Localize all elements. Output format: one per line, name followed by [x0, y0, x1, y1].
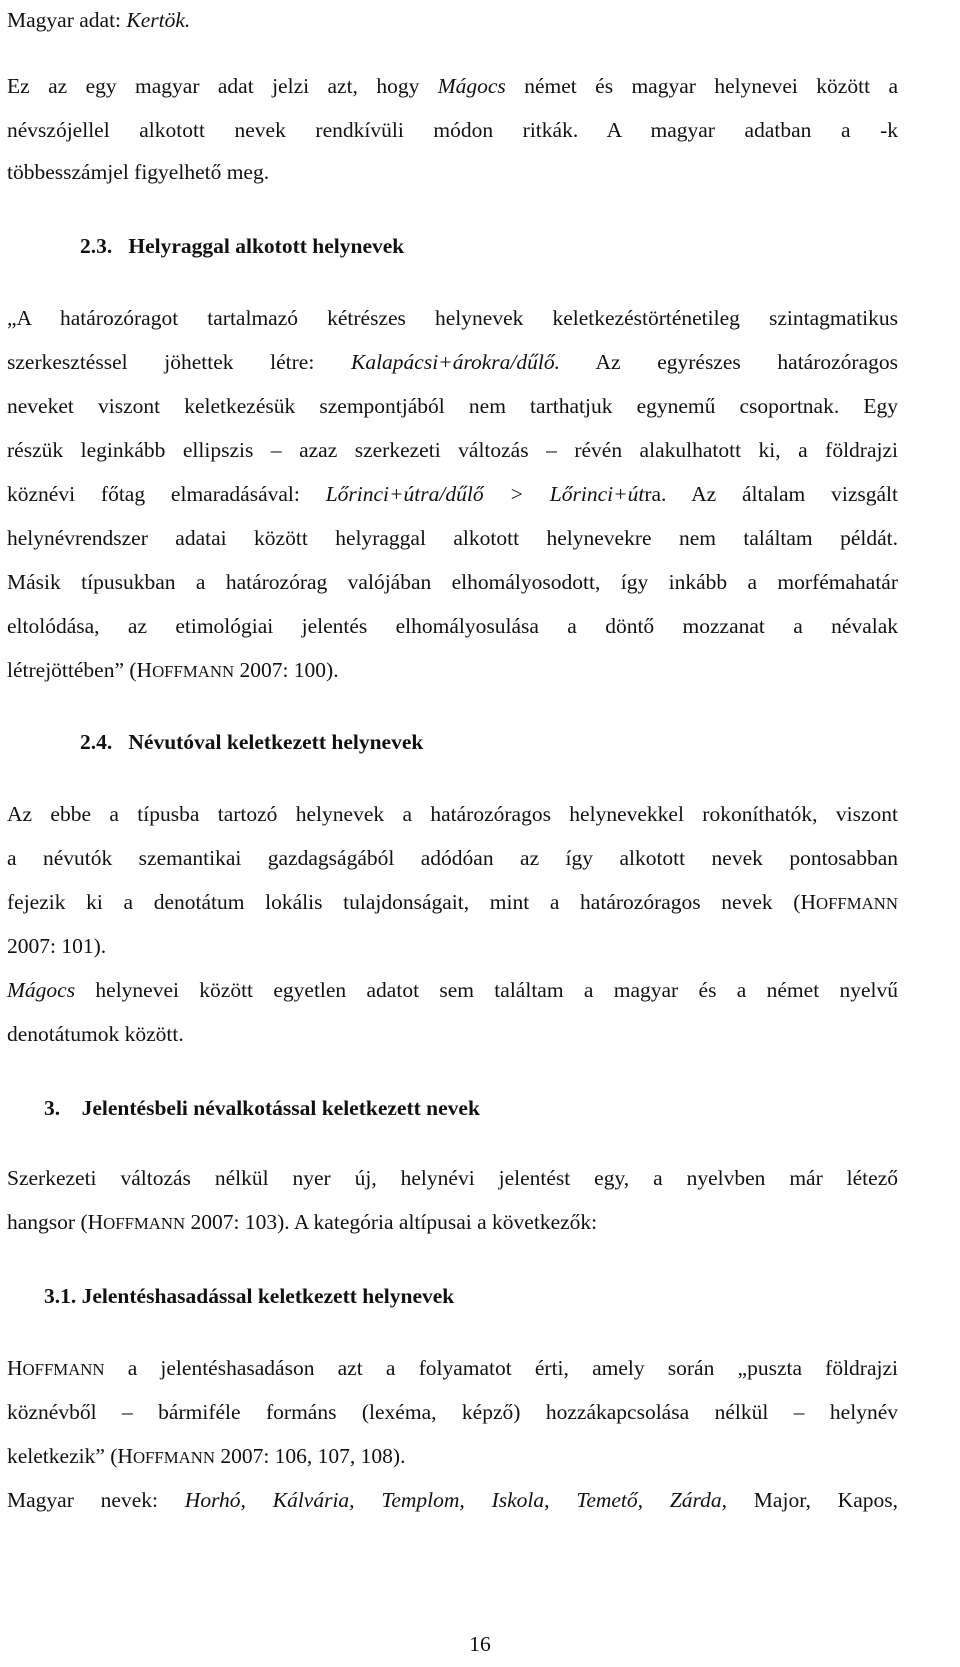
- author-smallcaps: OFFMANN: [22, 1360, 105, 1379]
- section-heading: 2.4. Névutóval keletkezett helynevek: [80, 730, 424, 754]
- page-number: 16: [469, 1632, 491, 1656]
- paragraph-line: keletkezik” (HOFFMANN 2007: 106, 107, 108).: [7, 1444, 406, 1468]
- paragraph-line: hangsor (HOFFMANN 2007: 103). A kategória altípusai a következők:: [7, 1210, 598, 1234]
- paragraph-line: Ez az egy magyar adat jelzi azt, hogy Mágocs német és magyar helynevei között a: [7, 74, 898, 98]
- paragraph-line: „A határozóragot tartalmazó kétrészes helynevek keletkezéstörténetileg szintagmatikus: [7, 306, 898, 330]
- paragraph-line: Mágocs helynevei között egyetlen adatot sem találtam a magyar és a német nyelvű: [7, 978, 898, 1002]
- paragraph-line: eltolódása, az etimológiai jelentés elhomályosulása a döntő mozzanat a névalak: [7, 614, 898, 638]
- paragraph-line: Az ebbe a típusba tartozó helynevek a határozóragos helynevekkel rokoníthatók, viszont: [7, 802, 898, 826]
- author-smallcaps: OFFMANN: [152, 662, 235, 681]
- paragraph-line: Szerkezeti változás nélkül nyer új, helynévi jelentést egy, a nyelvben már létező: [7, 1166, 898, 1190]
- paragraph-line: HOFFMANN a jelentéshasadáson azt a folyamatot érti, amely során „puszta földrajzi: [7, 1356, 898, 1380]
- paragraph-line: Másik típusukban a határozórag valójában elhomályosodott, így inkább a morfémahatár: [7, 570, 898, 594]
- paragraph-line: létrejöttében” (HOFFMANN 2007: 100).: [7, 658, 339, 682]
- paragraph-line: többesszámjel figyelhető meg.: [7, 160, 270, 184]
- paragraph-line: szerkesztéssel jöhettek létre: Kalapácsi+árokra/dűlő. Az egyrészes határozóragos: [7, 350, 898, 374]
- paragraph-line: fejezik ki a denotátum lokális tulajdonságait, mint a határozóragos nevek (HOFFMANN: [7, 890, 898, 914]
- author-smallcaps: OFFMANN: [132, 1448, 215, 1467]
- paragraph-line: részük leginkább ellipszis – azaz szerkezeti változás – révén alakulhatott ki, a földrajzi: [7, 438, 898, 462]
- paragraph-line: a névutók szemantikai gazdagságából adódóan az így alkotott nevek pontosabban: [7, 846, 898, 870]
- section-heading: 3. Jelentésbeli névalkotással keletkezett nevek: [44, 1096, 480, 1120]
- paragraph-line: köznévből – bármiféle formáns (lexéma, képző) hozzákapcsolása nélkül – helynév: [7, 1400, 898, 1424]
- paragraph-line: helynévrendszer adatai között helyraggal alkotott helynevekre nem találtam példát.: [7, 526, 898, 550]
- section-heading: 3.1. Jelentéshasadással keletkezett helynevek: [44, 1284, 455, 1308]
- paragraph-line: neveket viszont keletkezésük szempontjából nem tarthatjuk egynemű csoportnak. Egy: [7, 394, 898, 418]
- paragraph-line: Magyar nevek: Horhó, Kálvária, Templom, Iskola, Temető, Zárda, Major, Kapos,: [7, 1488, 898, 1512]
- paragraph-line: denotátumok között.: [7, 1022, 184, 1046]
- section-heading: 2.3. Helyraggal alkotott helynevek: [80, 234, 405, 258]
- author-smallcaps: OFFMANN: [816, 894, 898, 913]
- author-smallcaps: OFFMANN: [103, 1214, 186, 1233]
- paragraph-line: névszójellel alkotott nevek rendkívüli módon ritkák. A magyar adatban a -k: [7, 118, 898, 142]
- paragraph-line: 2007: 101).: [7, 934, 107, 958]
- paragraph-line: köznévi főtag elmaradásával: Lőrinci+útra/dűlő > Lőrinci+útra. Az általam vizsgált: [7, 482, 898, 506]
- paragraph-line: Magyar adat: Kertök.: [7, 8, 191, 32]
